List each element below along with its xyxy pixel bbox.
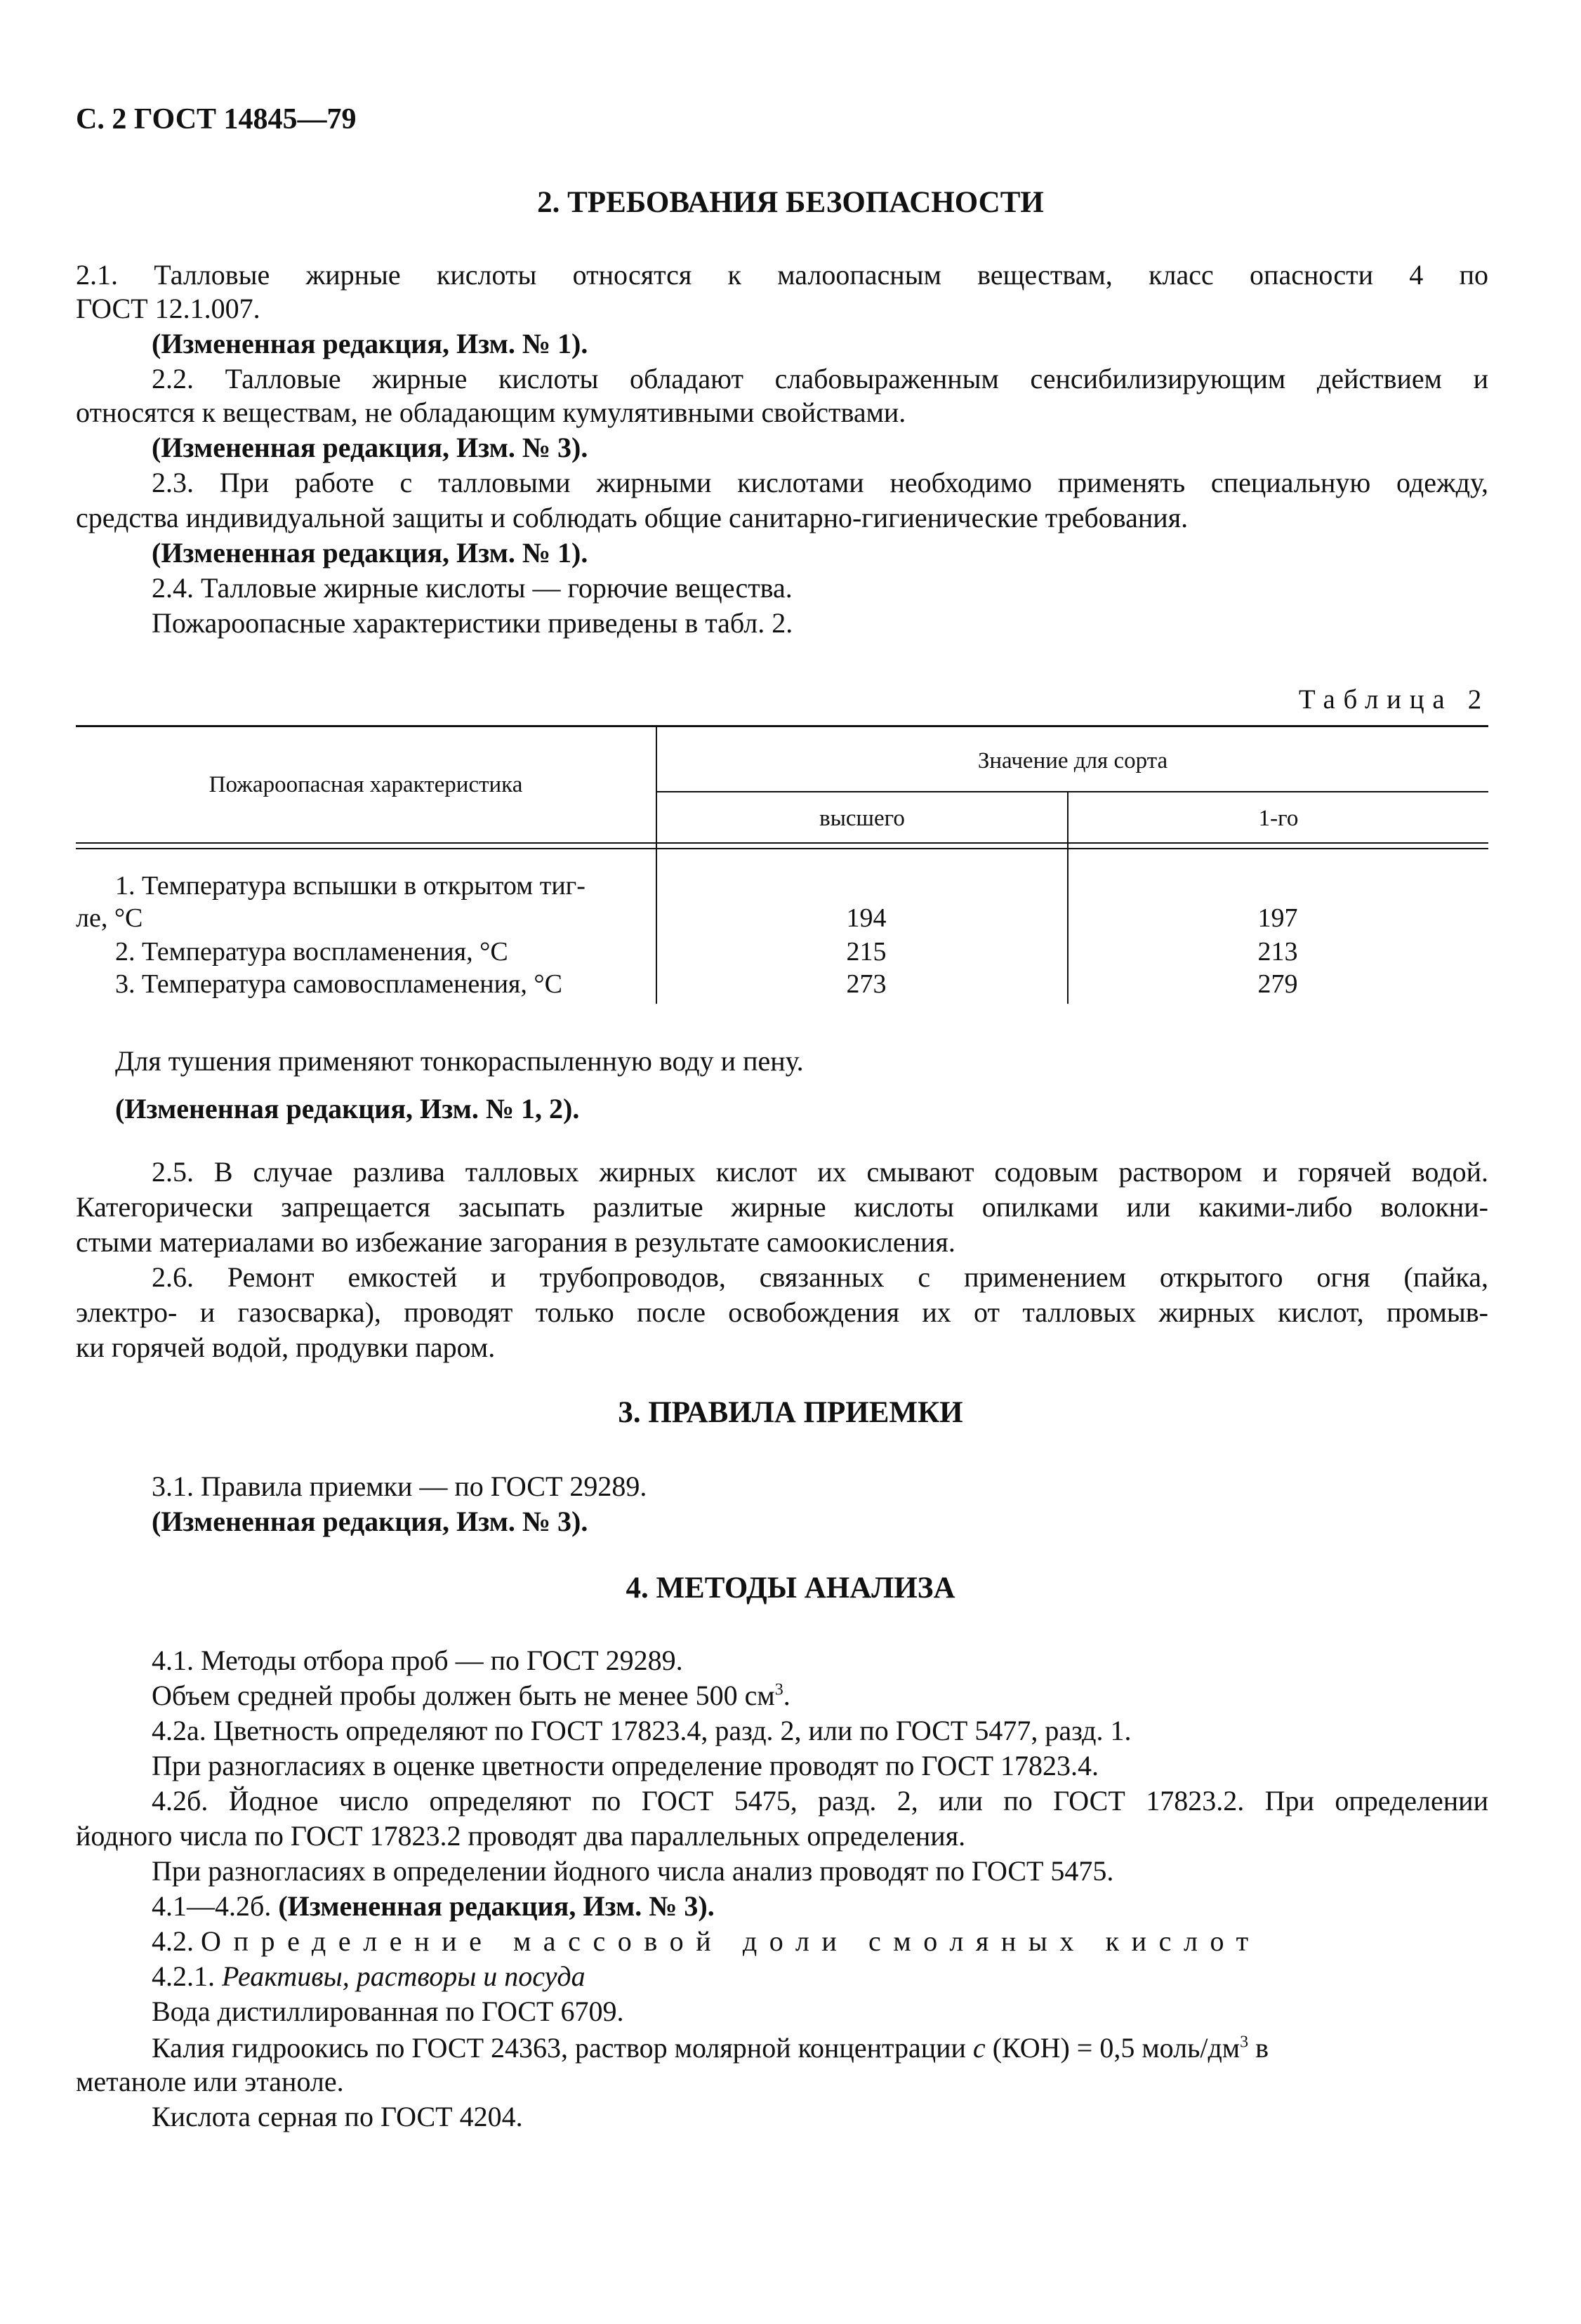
section-2-title: 2. ТРЕБОВАНИЯ БЕЗОПАСНОСТИ — [537, 186, 1044, 219]
p25-line3: стыми материалами во избежание загорания в результате самоокисления. — [76, 1226, 955, 1258]
section-3-note: (Измененная редакция, Изм. № 3). — [152, 1506, 588, 1537]
row1-label-line2: ле, °С — [76, 903, 143, 933]
p42b-line1: 4.2б. Йодное число определяют по ГОСТ 5475, разд. 2, или по ГОСТ 17823.2. При определении — [152, 1785, 1488, 1817]
table-header-characteristic: Пожароопасная характеристика — [209, 772, 523, 797]
row3-label: 3. Температура самовоспламенения, °С — [115, 969, 562, 999]
section-3-title: 3. ПРАВИЛА ПРИЕМКИ — [618, 1396, 963, 1429]
p26-line2: электро- и газосварка), проводят только после освобождения их от талловых жирных кислот, промыв- — [76, 1296, 1488, 1328]
p22-note: (Измененная редакция, Изм. № 3). — [152, 432, 588, 463]
table-caption: Таблица 2 — [1298, 684, 1490, 715]
p42b-c: При разногласиях в определении йодного числа анализ проводят по ГОСТ 5475. — [152, 1855, 1114, 1887]
table-header-rule-1 — [76, 842, 1488, 844]
section-4-title: 4. МЕТОДЫ АНАЛИЗА — [626, 1572, 955, 1605]
table-top-rule — [76, 725, 1488, 727]
p25-line1: 2.5. В случае разлива талловых жирных кислот их смывают содовым раствором и горячей водой. — [152, 1156, 1488, 1188]
p23-line1: 2.3. При работе с талловыми жирными кислотами необходимо применять специальную одежду, — [152, 467, 1488, 498]
row2-first: 213 — [1257, 937, 1298, 967]
table-body-vline-1 — [656, 849, 657, 1004]
koh-line1: Калия гидроокись по ГОСТ 24363, раствор молярной концентрации c (КОН) = 0,5 моль/$дм^3$ в — [152, 2032, 1269, 2064]
table-header-highest: высшего — [819, 806, 905, 831]
acid-line: Кислота серная по ГОСТ 4204. — [152, 2101, 523, 2132]
p42-heading: 4.2. Определение массовой доли смоляных кислот — [152, 1925, 1261, 1957]
water-line: Вода дистиллированная по ГОСТ 6709. — [152, 1996, 624, 2027]
row2-label: 2. Температура воспламенения, °С — [115, 937, 508, 967]
p41-42b-note: 4.1—4.2б. (Измененная редакция, Изм. № 3). — [152, 1890, 715, 1922]
p22-line1: 2.2. Талловые жирные кислоты обладают слабовыраженным сенсибилизирующим действием и — [152, 363, 1488, 394]
p31: 3.1. Правила приемки — по ГОСТ 29289. — [152, 1470, 647, 1502]
p25-line2: Категорически запрещается засыпать разлитые жирные кислоты опилками или какими-либо волокни- — [76, 1191, 1488, 1223]
p26-line3: ки горячей водой, продувки паром. — [76, 1332, 496, 1363]
row3-first: 279 — [1257, 969, 1298, 999]
page-header: С. 2 ГОСТ 14845—79 — [76, 103, 357, 135]
table-body-vline-2 — [1067, 849, 1069, 1004]
p41: 4.1. Методы отбора проб — по ГОСТ 29289. — [152, 1645, 683, 1676]
p21-note: (Измененная редакция, Изм. № 1). — [152, 328, 588, 359]
p26-line1: 2.6. Ремонт емкостей и трубопроводов, связанных с применением открытого огня (пайка, — [152, 1261, 1488, 1293]
row1-label-line1: 1. Температура вспышки в открытом тиг- — [115, 871, 586, 901]
koh-line2: метаноле или этаноле. — [76, 2066, 344, 2097]
p42b-line2: йодного числа по ГОСТ 17823.2 проводят два параллельных определения. — [76, 1820, 966, 1852]
table-header-rule-2 — [76, 848, 1488, 849]
extinguishing-line: Для тушения применяют тонкораспыленную воду и пену. — [115, 1045, 804, 1077]
p23-note: (Измененная редакция, Изм. № 1). — [152, 537, 588, 569]
p41b: Объем средней пробы должен быть не менее 500 $см^3$. — [152, 1680, 790, 1711]
p21-line1: 2.1. Талловые жирные кислоты относятся к малоопасным веществам, класс опасности 4 по — [76, 259, 1488, 291]
p22-line2: относятся к веществам, не обладающим кумулятивными свойствами. — [76, 397, 906, 428]
p42a-b: При разногласиях в оценке цветности определение проводят по ГОСТ 17823.4. — [152, 1750, 1099, 1781]
row3-highest: 273 — [846, 969, 887, 999]
p21-line2: ГОСТ 12.1.007. — [76, 293, 260, 324]
table-group-rule — [656, 791, 1488, 792]
row2-highest: 215 — [846, 937, 887, 967]
p24-line2: Пожароопасные характеристики приведены в табл. 2. — [152, 607, 793, 639]
p24-line1: 2.4. Талловые жирные кислоты — горючие вещества. — [152, 572, 793, 604]
row1-first: 197 — [1257, 903, 1298, 933]
p23-line2: средства индивидуальной защиты и соблюдать общие санитарно-гигиенические требования. — [76, 502, 1189, 533]
table-header-group: Значение для сорта — [977, 748, 1168, 773]
row1-highest: 194 — [846, 903, 887, 933]
table-header-first: 1-го — [1258, 806, 1299, 831]
p42a: 4.2а. Цветность определяют по ГОСТ 17823.4, разд. 2, или по ГОСТ 5477, разд. 1. — [152, 1715, 1132, 1746]
p421-heading: 4.2.1. Реактивы, растворы и посуда — [152, 1960, 586, 1992]
after-table-note: (Измененная редакция, Изм. № 1, 2). — [115, 1093, 580, 1124]
